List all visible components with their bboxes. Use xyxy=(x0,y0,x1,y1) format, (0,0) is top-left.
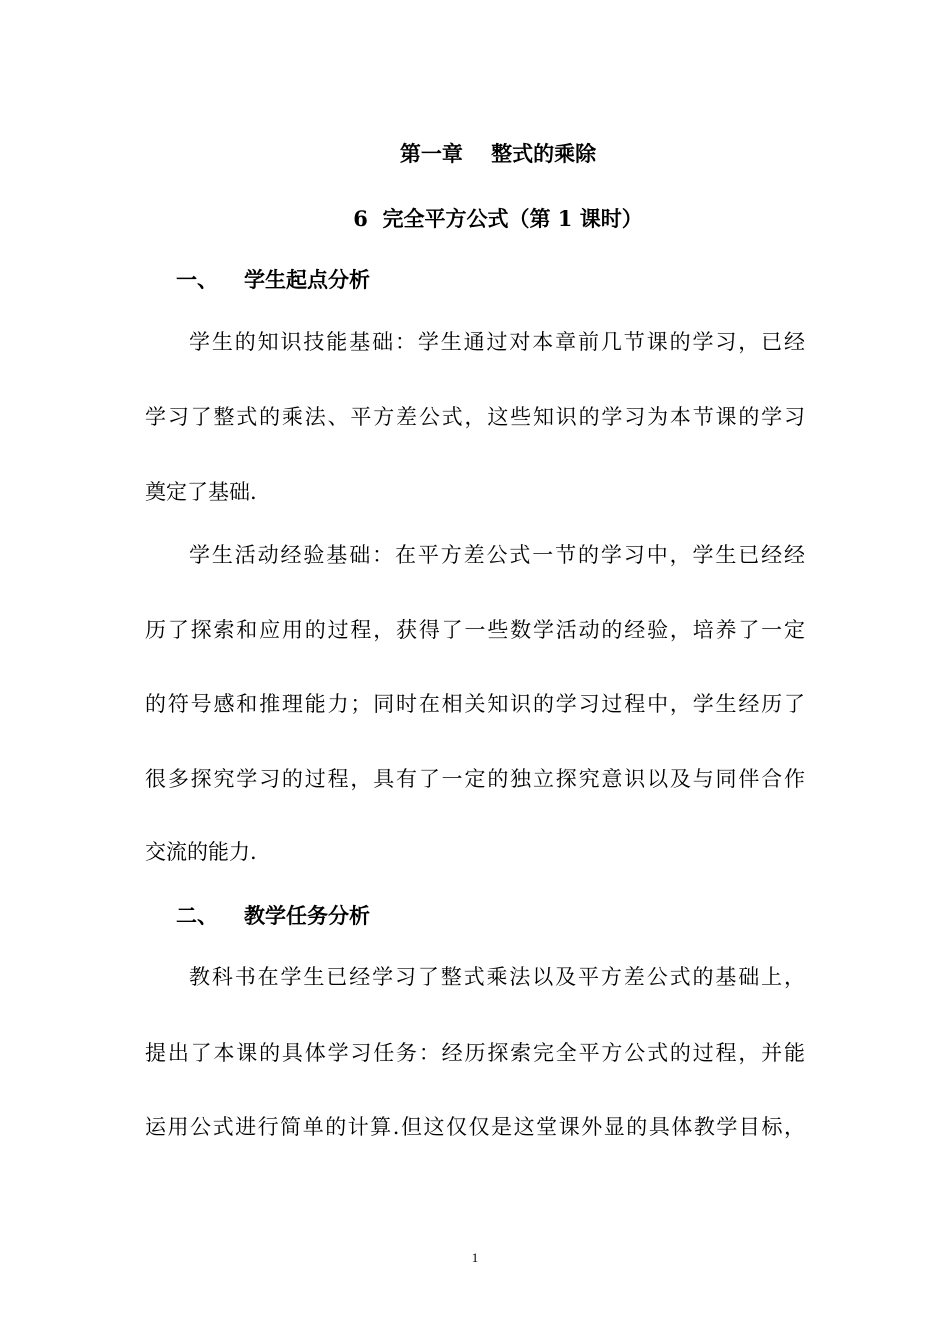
page-number: 1 xyxy=(471,1250,479,1265)
paragraph-line: 学生活动经验基础：在平方差公式一节的学习中，学生已经经 xyxy=(189,543,805,567)
paragraph-line: 教科书在学生已经学习了整式乘法以及平方差公式的基础上， xyxy=(189,965,805,989)
section-number: 二、 xyxy=(176,903,218,928)
section-number: 一、 xyxy=(176,267,218,292)
paragraph-line: 奠定了基础. xyxy=(145,480,257,504)
section-heading-2 xyxy=(176,900,370,930)
paragraph-line: 很多探究学习的过程，具有了一定的独立探究意识以及与同伴合作 xyxy=(145,767,805,791)
lesson-title: 6 完全平方公式（第 1 课时） xyxy=(353,206,643,231)
section-heading-1 xyxy=(176,264,370,294)
paragraph-line: 交流的能力. xyxy=(145,840,257,864)
paragraph-line: 学习了整式的乘法、平方差公式，这些知识的学习为本节课的学习 xyxy=(145,405,805,429)
paragraph-line: 提出了本课的具体学习任务：经历探索完全平方公式的过程，并能 xyxy=(145,1041,805,1065)
chapter-title: 第一章 整式的乘除 xyxy=(399,141,597,166)
paragraph-line: 学生的知识技能基础：学生通过对本章前几节课的学习，已经 xyxy=(189,330,805,354)
section-title: 教学任务分析 xyxy=(244,903,370,928)
paragraph-line: 运用公式进行简单的计算.但这仅仅是这堂课外显的具体教学目标， xyxy=(145,1115,805,1139)
paragraph-line: 历了探索和应用的过程，获得了一些数学活动的经验，培养了一定 xyxy=(145,618,805,642)
section-title: 学生起点分析 xyxy=(244,267,370,292)
paragraph-line: 的符号感和推理能力；同时在相关知识的学习过程中，学生经历了 xyxy=(145,692,805,716)
